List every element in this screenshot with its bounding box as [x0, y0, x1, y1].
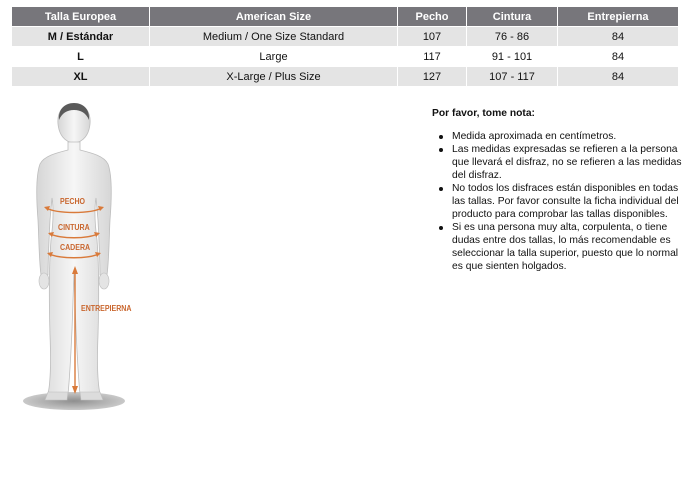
cell-cintura: 107 - 117 [467, 67, 557, 86]
right-hand [99, 273, 109, 289]
header-cintura: Cintura [467, 7, 557, 26]
table-row [12, 67, 678, 86]
cell-talla-europea: L [12, 47, 149, 66]
table-row [12, 27, 678, 46]
size-table [11, 6, 679, 87]
floor-shadow [23, 392, 125, 410]
body-silhouette-icon [18, 100, 138, 415]
cell-cintura: 91 - 101 [467, 47, 557, 66]
header-pecho: Pecho [398, 7, 466, 26]
left-hand [39, 273, 49, 289]
cell-american-size: Large [150, 47, 397, 66]
list-item: Las medidas expresadas se refieren a la persona que llevará el disfraz, no se refieren a las medidas del disfraz. [452, 144, 682, 181]
cell-american-size: X-Large / Plus Size [150, 67, 397, 86]
cell-cintura: 76 - 86 [467, 27, 557, 46]
cell-talla-europea: M / Estándar [12, 27, 149, 46]
notes-list [432, 130, 682, 273]
list-item: Si es una persona muy alta, corpulenta, o tiene dudas entre dos tallas, lo más recomendable es seleccionar la talla superior, puesto que lo normal es que sienten holgados. [452, 221, 682, 273]
cell-pecho: 127 [398, 67, 466, 86]
body [37, 142, 112, 394]
cell-entrepierna: 84 [558, 47, 678, 66]
list-item: Medida aproximada en centímetros. [452, 130, 682, 143]
label-cadera: CADERA [60, 243, 91, 252]
label-pecho: PECHO [60, 197, 86, 206]
body-measurement-figure [18, 100, 138, 415]
cell-pecho: 107 [398, 27, 466, 46]
header-american-size: American Size [150, 7, 397, 26]
table-row [12, 47, 678, 66]
cell-talla-europea: XL [12, 67, 149, 86]
right-foot [80, 392, 103, 400]
cell-entrepierna: 84 [558, 27, 678, 46]
left-foot [45, 392, 68, 400]
notes-title: Por favor, tome nota: [432, 108, 535, 119]
header-entrepierna: Entrepierna [558, 7, 678, 26]
list-item: No todos los disfraces están disponibles en todas las tallas. Por favor consulte la ficha individual del producto para comprobar las tallas disponibles. [452, 182, 682, 221]
cell-american-size: Medium / One Size Standard [150, 27, 397, 46]
notes-section [432, 107, 682, 273]
cell-pecho: 117 [398, 47, 466, 66]
cell-entrepierna: 84 [558, 67, 678, 86]
label-cintura: CINTURA [58, 223, 90, 232]
label-entrepierna: ENTREPIERNA [81, 304, 132, 313]
header-talla-europea: Talla Europea [12, 7, 149, 26]
table-header-row [12, 7, 678, 26]
